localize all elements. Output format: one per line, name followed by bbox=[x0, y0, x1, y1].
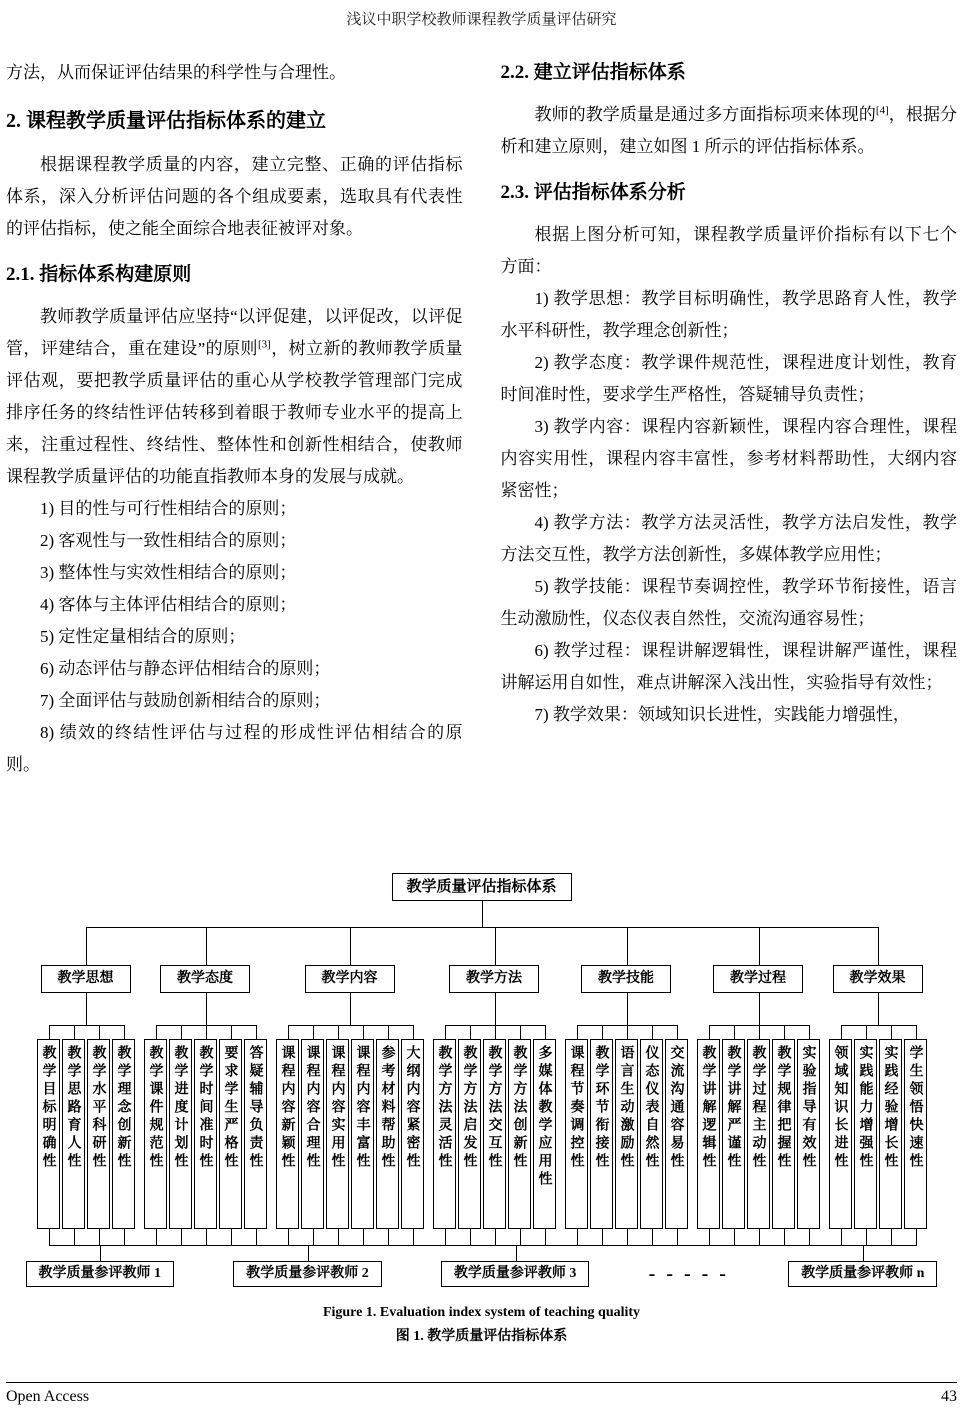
indicator-box: 语言生动激励性 bbox=[615, 1039, 638, 1229]
connector-line bbox=[124, 1229, 125, 1245]
connector-line bbox=[891, 1229, 892, 1245]
category-box: 教学技能 bbox=[581, 965, 671, 993]
indicator-box: 教学课件规范性 bbox=[144, 1039, 167, 1229]
connector-line bbox=[338, 1025, 339, 1039]
connector-line bbox=[520, 1229, 521, 1245]
connector-line bbox=[49, 1025, 125, 1026]
indicator-group bbox=[565, 1039, 688, 1229]
indicator-box: 仪态仪表自然性 bbox=[640, 1039, 663, 1229]
connector-line bbox=[841, 1025, 917, 1026]
indicator-box: 大纲内容紧密性 bbox=[401, 1039, 424, 1229]
indicator-box: 教学环节衔接性 bbox=[590, 1039, 613, 1229]
connector-line bbox=[156, 1229, 157, 1245]
indicator-box: 教学方法交互性 bbox=[483, 1039, 506, 1229]
indicator-group bbox=[276, 1039, 424, 1229]
connector-line bbox=[734, 1229, 735, 1245]
connector-line bbox=[809, 1229, 810, 1245]
connector-line bbox=[482, 901, 483, 927]
indicator-box: 教学规律把握性 bbox=[772, 1039, 795, 1229]
principle-item: 8) 绩效的终结性评估与过程的形成性评估相结合的原则。 bbox=[6, 723, 463, 774]
connector-line bbox=[99, 1025, 100, 1039]
indicator-box: 教学方法启发性 bbox=[458, 1039, 481, 1229]
indicator-box: 课程内容合理性 bbox=[301, 1039, 324, 1229]
indicator-box: 课程内容丰富性 bbox=[351, 1039, 374, 1229]
connector-line bbox=[516, 1245, 517, 1261]
indicator-box: 课程内容实用性 bbox=[326, 1039, 349, 1229]
connector-line bbox=[74, 1025, 75, 1039]
connector-line bbox=[627, 993, 628, 1025]
section-2-1-heading: 2.1. 指标体系构建原则 bbox=[6, 264, 192, 285]
evaluator-box: 教学质量参评教师 1 bbox=[26, 1261, 175, 1287]
connector-line bbox=[878, 927, 879, 965]
category-box: 教学效果 bbox=[833, 965, 923, 993]
connector-line bbox=[784, 1229, 785, 1245]
paragraph-continuation: 方法，从而保证评估结果的科学性与合理性。 bbox=[6, 63, 346, 82]
section-2-1-paragraph bbox=[6, 301, 463, 493]
indicator-group bbox=[829, 1039, 927, 1229]
paragraph-text: 教师教学质量评估应坚持“以评促建，以评促改，以评促管，评建结合，重在建设”的原则 bbox=[6, 307, 463, 358]
connector-line bbox=[602, 1229, 603, 1245]
connector-line bbox=[495, 1025, 496, 1039]
connector-line bbox=[313, 1025, 314, 1039]
indicator-group bbox=[37, 1039, 135, 1229]
connector-line bbox=[878, 993, 879, 1025]
indicator-row bbox=[12, 1039, 952, 1229]
indicator-box: 实验指导有效性 bbox=[797, 1039, 820, 1229]
connector-line bbox=[388, 1229, 389, 1245]
connector-line bbox=[181, 1229, 182, 1245]
connector-line bbox=[100, 1245, 101, 1261]
connector-line bbox=[470, 1025, 471, 1039]
running-head: 浅议中职学校教师课程教学质量评估研究 bbox=[346, 12, 617, 28]
connector-line bbox=[156, 1025, 157, 1039]
footer-open-access: Open Access bbox=[6, 1388, 90, 1405]
connector-line bbox=[709, 1025, 710, 1039]
principle-item: 3) 整体性与实效性相结合的原则； bbox=[40, 563, 297, 582]
evaluation-index-tree bbox=[12, 873, 952, 1289]
connector-line bbox=[86, 993, 87, 1025]
connector-line bbox=[577, 1025, 578, 1039]
connector-line bbox=[288, 1025, 289, 1039]
principle-item: 1) 目的性与可行性相结合的原则； bbox=[40, 499, 297, 518]
category-box: 教学态度 bbox=[160, 965, 250, 993]
principle-item: 7) 全面评估与鼓励创新相结合的原则； bbox=[40, 691, 331, 710]
evaluator-box: 教学质量参评教师 2 bbox=[233, 1261, 382, 1287]
aspect-item: 6) 教学过程：课程讲解逻辑性，课程讲解严谨性，课程讲解运用自如性，难点讲解深入浅出性，实验指导有效性； bbox=[500, 641, 957, 692]
citation-ref-3: [3] bbox=[257, 338, 271, 351]
indicator-box: 教学理念创新性 bbox=[112, 1039, 135, 1229]
connector-line bbox=[86, 927, 87, 965]
connector-line bbox=[759, 927, 760, 965]
connector-line bbox=[841, 1025, 842, 1039]
ellipsis-dashes: - - - - - bbox=[648, 1263, 729, 1285]
indicator-box: 课程内容新颖性 bbox=[276, 1039, 299, 1229]
evaluator-row bbox=[26, 1261, 938, 1287]
connector-line bbox=[445, 1229, 446, 1245]
connector-line bbox=[602, 1025, 603, 1039]
aspect-item: 5) 教学技能：课程节奏调控性，教学环节衔接性，语言生动激励性，仪态仪表自然性，交流沟通容易性； bbox=[500, 577, 957, 628]
connector-line bbox=[652, 1025, 653, 1039]
indicator-box: 教学水平科研性 bbox=[87, 1039, 110, 1229]
category-box: 教学内容 bbox=[305, 965, 395, 993]
connector-line bbox=[495, 1229, 496, 1245]
aspect-item: 4) 教学方法：教学方法灵活性，教学方法启发性，教学方法交互性，教学方法创新性，多媒体教学应用性； bbox=[500, 513, 957, 564]
indicator-box: 领域知识长进性 bbox=[829, 1039, 852, 1229]
connector-line bbox=[470, 1229, 471, 1245]
connector-line bbox=[627, 1025, 628, 1039]
indicator-box: 答疑辅导负责性 bbox=[244, 1039, 267, 1229]
principle-item: 5) 定性定量相结合的原则； bbox=[40, 627, 246, 646]
indicator-box: 教学思路育人性 bbox=[62, 1039, 85, 1229]
left-column bbox=[6, 57, 463, 857]
connector-line bbox=[520, 1025, 521, 1039]
indicator-box: 课程节奏调控性 bbox=[565, 1039, 588, 1229]
principle-item: 6) 动态评估与静态评估相结合的原则； bbox=[40, 659, 331, 678]
connector-line bbox=[759, 1229, 760, 1245]
paragraph-text: 教师的教学质量是通过多方面指标项来体现的 bbox=[534, 105, 876, 124]
evaluator-box: 教学质量参评教师 3 bbox=[441, 1261, 590, 1287]
indicator-group bbox=[697, 1039, 820, 1229]
category-box: 教学思想 bbox=[41, 965, 131, 993]
connector-line bbox=[759, 993, 760, 1025]
connector-line bbox=[445, 1025, 446, 1039]
connector-line bbox=[181, 1025, 182, 1039]
connector-line bbox=[545, 1025, 546, 1039]
aspect-item: 3) 教学内容：课程内容新颖性，课程内容合理性，课程内容实用性，课程内容丰富性，参考材料帮助性，大纲内容紧密性； bbox=[500, 417, 957, 500]
connector-line bbox=[288, 1229, 289, 1245]
indicator-box: 教学时间准时性 bbox=[194, 1039, 217, 1229]
indicator-box: 交流沟通容易性 bbox=[665, 1039, 688, 1229]
connector-line bbox=[313, 1229, 314, 1245]
connector-line bbox=[256, 1229, 257, 1245]
connector-line bbox=[916, 1025, 917, 1039]
indicator-box: 要求学生严格性 bbox=[219, 1039, 242, 1229]
category-box: 教学过程 bbox=[713, 965, 803, 993]
connector-line bbox=[627, 927, 628, 965]
indicator-box: 教学方法创新性 bbox=[508, 1039, 531, 1229]
connector-line bbox=[734, 1025, 735, 1039]
connector-line bbox=[388, 1025, 389, 1039]
connector-line bbox=[627, 1229, 628, 1245]
connector-line bbox=[495, 993, 496, 1025]
connector-line bbox=[677, 1229, 678, 1245]
evaluator-box: 教学质量参评教师 n bbox=[788, 1261, 937, 1287]
connector-line bbox=[577, 1229, 578, 1245]
connector-line bbox=[231, 1229, 232, 1245]
section-2-paragraph: 根据课程教学质量的内容，建立完整、正确的评估指标体系，深入分析评估问题的各个组成要素，选取具有代表性的评估指标，使之能全面综合地表征被评对象。 bbox=[6, 155, 463, 238]
principle-item: 2) 客观性与一致性相结合的原则； bbox=[40, 531, 297, 550]
connector-line bbox=[74, 1229, 75, 1245]
connector-line bbox=[124, 1025, 125, 1039]
figure-1 bbox=[6, 873, 957, 1345]
figure-caption-zh: 图 1. 教学质量评估指标体系 bbox=[395, 1329, 568, 1344]
connector-line bbox=[350, 993, 351, 1025]
indicator-box: 教学过程主动性 bbox=[747, 1039, 770, 1229]
indicator-box: 教学进度计划性 bbox=[169, 1039, 192, 1229]
connector-line bbox=[863, 1245, 864, 1261]
aspect-item: 1) 教学思想：教学目标明确性，教学思路育人性，教学水平科研性，教学理念创新性； bbox=[500, 289, 957, 340]
citation-ref-4: [4] bbox=[875, 104, 889, 117]
connector-line bbox=[256, 1025, 257, 1039]
connector-line bbox=[891, 1025, 892, 1039]
indicator-box: 学生领悟快速性 bbox=[904, 1039, 927, 1229]
section-2-2-heading: 2.2. 建立评估指标体系 bbox=[500, 62, 686, 83]
page-footer bbox=[6, 1382, 957, 1406]
connector-line bbox=[363, 1229, 364, 1245]
indicator-box: 参考材料帮助性 bbox=[376, 1039, 399, 1229]
connector-line bbox=[49, 1245, 917, 1246]
right-column bbox=[501, 57, 958, 857]
paragraph-text: ，树立新的教师教学质量评估观，要把教学质量评估的重心从学校教学管理部门完成排序任务的终结性评估转移到着眼于教师专业水平的提高上来，注重过程性、终结性、整体性和创新性相结合，使教师课程教学质量评估的功能直指教师本身的发展与成就。 bbox=[6, 339, 463, 486]
connector-line bbox=[413, 1229, 414, 1245]
indicator-box: 教学方法灵活性 bbox=[433, 1039, 456, 1229]
section-2-3-paragraph: 根据上图分析可知，课程教学质量评价指标有以下七个方面： bbox=[500, 225, 957, 276]
connector-line bbox=[709, 1229, 710, 1245]
category-box: 教学方法 bbox=[449, 965, 539, 993]
connector-line bbox=[809, 1025, 810, 1039]
indicator-box: 多媒体教学应用性 bbox=[533, 1039, 556, 1229]
paragraph-text: ，根据分析和建立原则，建立如图 1 所示的评估指标体系。 bbox=[500, 105, 958, 156]
connector-line bbox=[866, 1025, 867, 1039]
connector-line bbox=[841, 1229, 842, 1245]
connector-line bbox=[413, 1025, 414, 1039]
connector-line bbox=[86, 927, 879, 928]
connector-line bbox=[363, 1025, 364, 1039]
connector-line bbox=[308, 1245, 309, 1261]
principle-item: 4) 客体与主体评估相结合的原则； bbox=[40, 595, 297, 614]
connector-line bbox=[99, 1229, 100, 1245]
connector-line bbox=[784, 1025, 785, 1039]
connector-line bbox=[759, 1025, 760, 1039]
connector-line bbox=[288, 1025, 414, 1026]
connector-line bbox=[49, 1229, 50, 1245]
indicator-box: 教学目标明确性 bbox=[37, 1039, 60, 1229]
indicator-group bbox=[144, 1039, 267, 1229]
connector-line bbox=[338, 1229, 339, 1245]
connector-line bbox=[206, 1229, 207, 1245]
connector-line bbox=[545, 1229, 546, 1245]
aspect-item: 2) 教学态度：教学课件规范性，课程进度计划性，教育时间准时性，要求学生严格性，答疑辅导负责性； bbox=[500, 353, 957, 404]
connector-line bbox=[495, 927, 496, 965]
connector-line bbox=[916, 1229, 917, 1245]
connector-line bbox=[206, 993, 207, 1025]
section-2-2-paragraph bbox=[501, 99, 958, 163]
connector-line bbox=[677, 1025, 678, 1039]
indicator-box: 教学讲解逻辑性 bbox=[697, 1039, 720, 1229]
section-2-3-heading: 2.3. 评估指标体系分析 bbox=[500, 182, 686, 203]
indicator-group bbox=[433, 1039, 556, 1229]
connector-line bbox=[231, 1025, 232, 1039]
indicator-box: 教学讲解严谨性 bbox=[722, 1039, 745, 1229]
connector-line bbox=[206, 927, 207, 965]
body-columns bbox=[6, 57, 957, 857]
connector-line bbox=[49, 1025, 50, 1039]
connector-line bbox=[866, 1229, 867, 1245]
connector-line bbox=[652, 1229, 653, 1245]
indicator-box: 实践经验增长性 bbox=[879, 1039, 902, 1229]
connector-line bbox=[350, 927, 351, 965]
page-number: 43 bbox=[941, 1388, 957, 1405]
section-2-heading: 2. 课程教学质量评估指标体系的建立 bbox=[6, 110, 326, 132]
figure-caption-en: Figure 1. Evaluation index system of teaching quality bbox=[322, 1305, 641, 1320]
connector-line bbox=[206, 1025, 207, 1039]
indicator-box: 实践能力增强性 bbox=[854, 1039, 877, 1229]
aspect-item: 7) 教学效果：领域知识长进性，实践能力增强性， bbox=[534, 705, 910, 724]
figure-root-box: 教学质量评估指标体系 bbox=[391, 873, 571, 901]
